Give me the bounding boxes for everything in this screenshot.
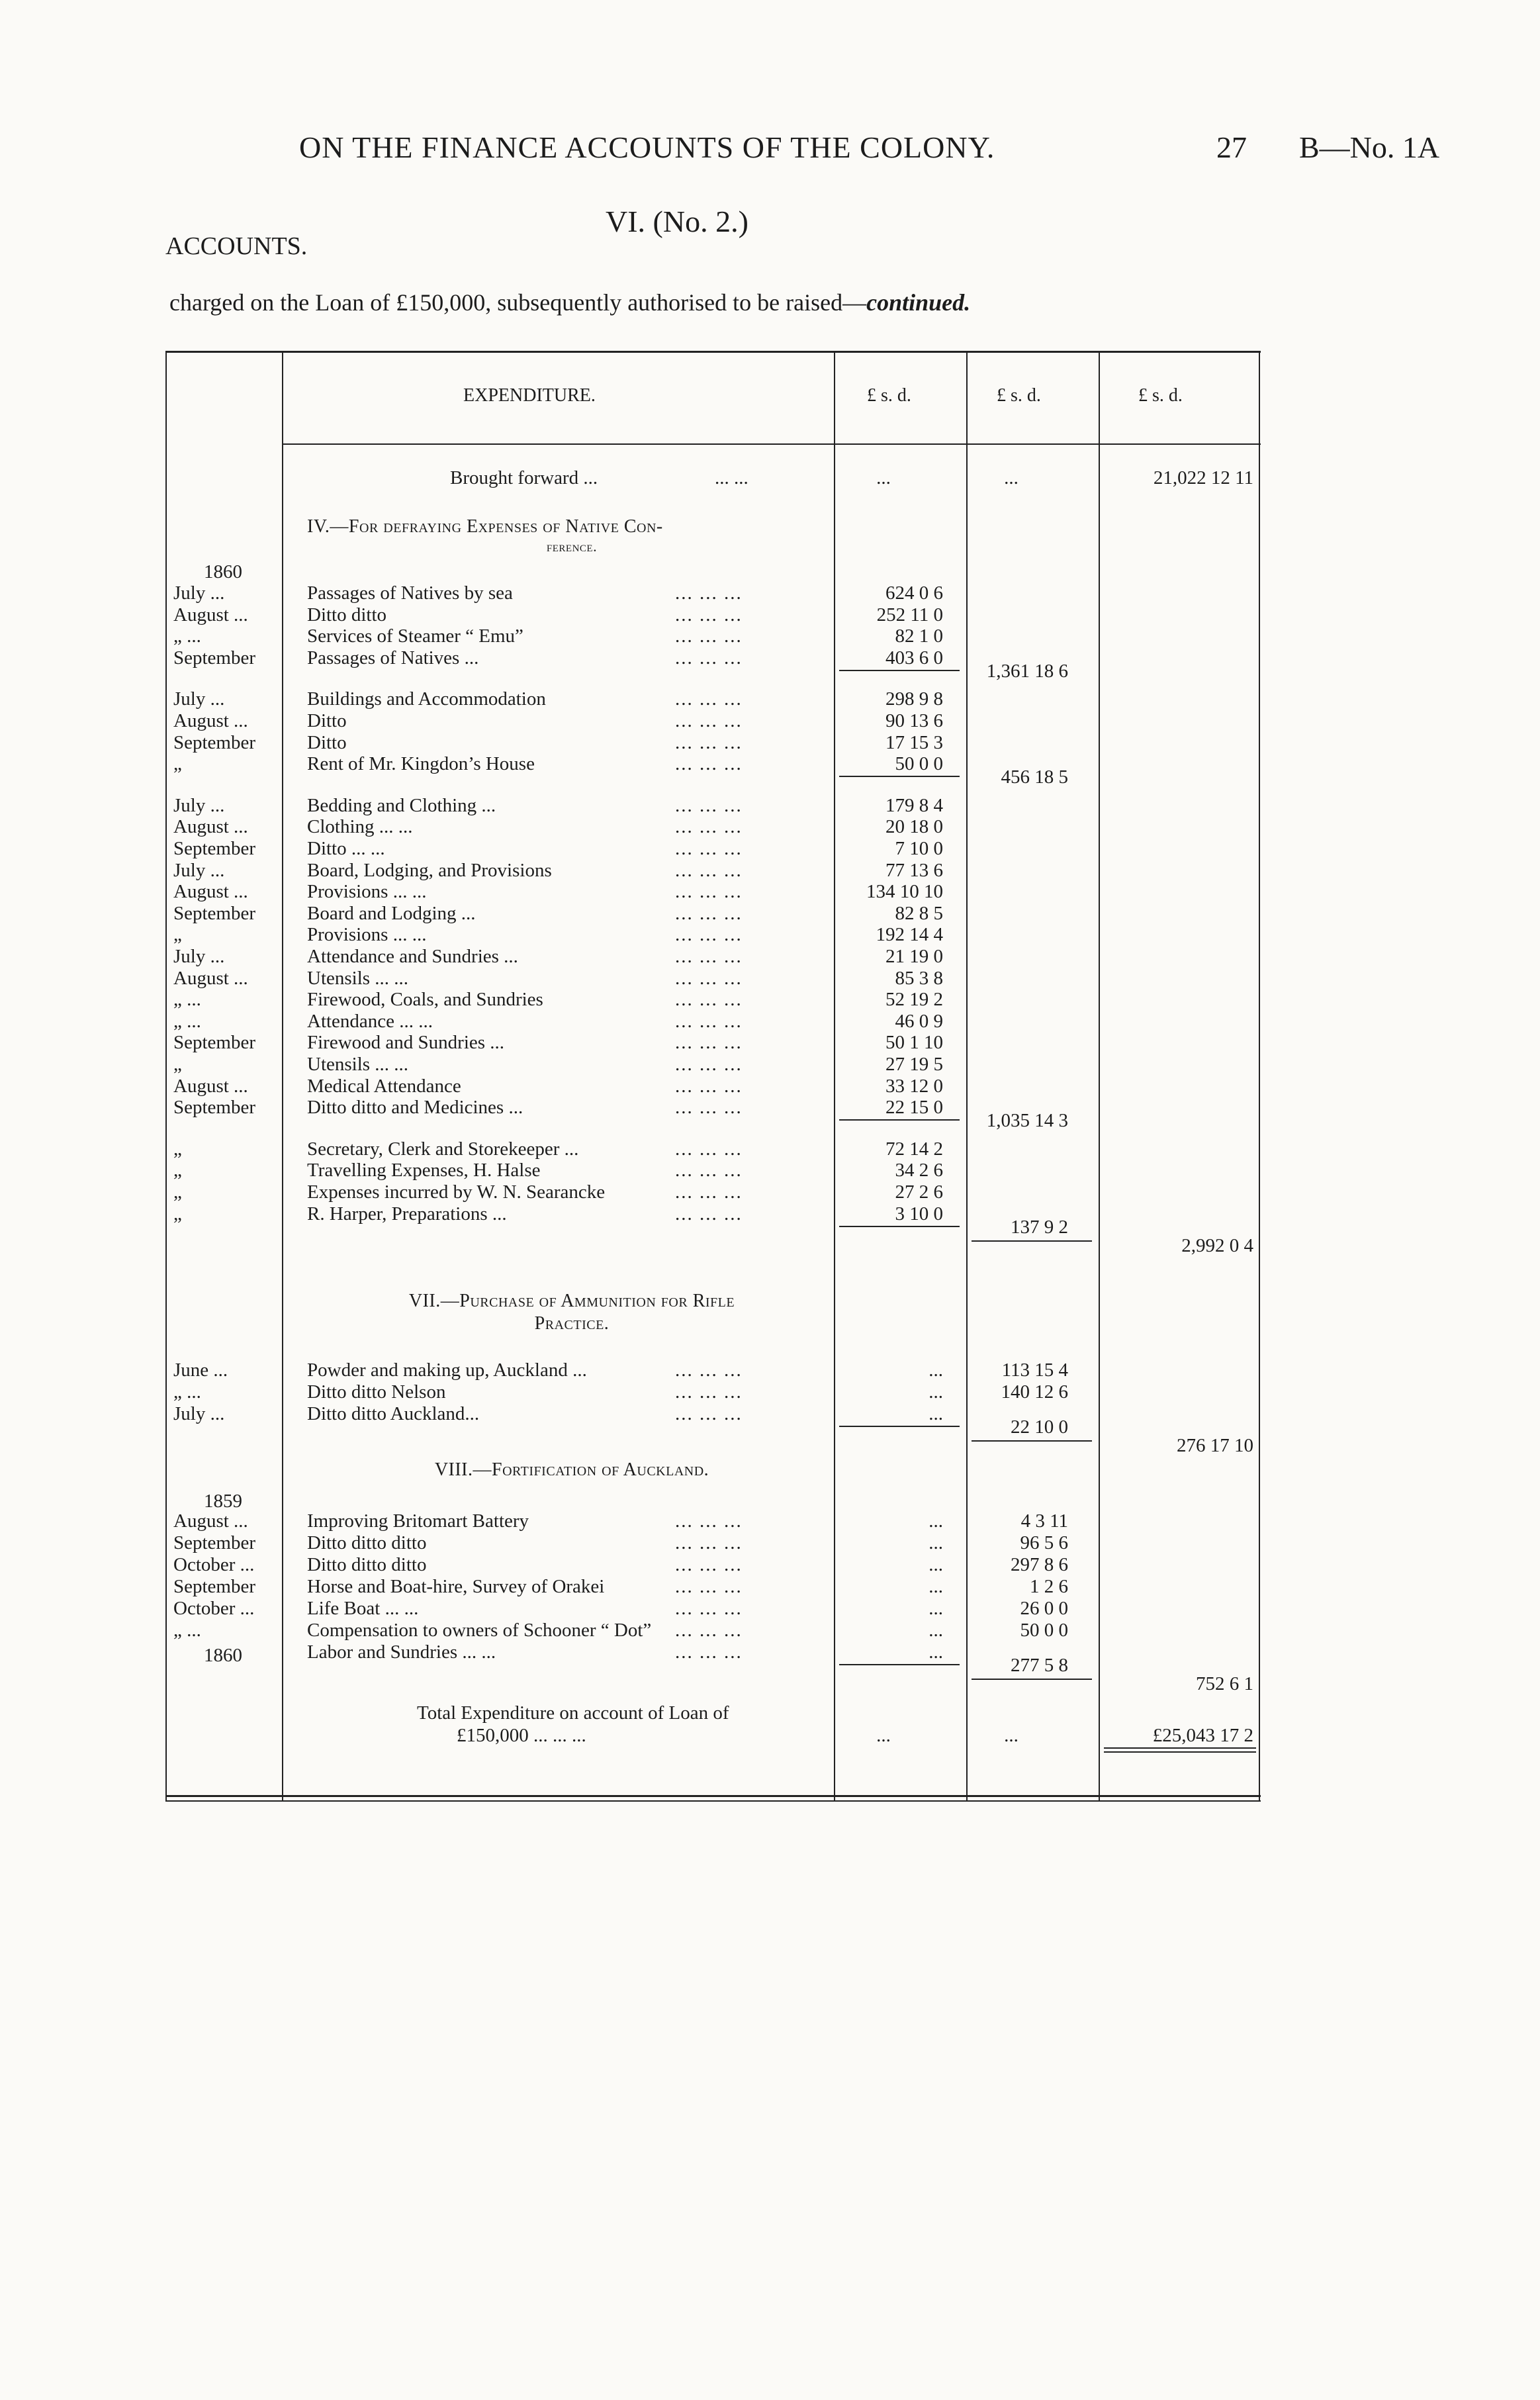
total-rule [1104, 1747, 1256, 1749]
section-vii-line2: Practice. [534, 1313, 610, 1334]
section-viii-title [307, 1459, 837, 1481]
row-item: Ditto [307, 710, 347, 731]
table-bottom-rule [165, 1795, 1261, 1797]
row-amount-2: 137 9 2 [1011, 1216, 1068, 1238]
native-row [165, 1181, 1261, 1203]
native-row [165, 816, 1261, 837]
row-item: Utensils ... ... [307, 1054, 409, 1075]
row-date: September [173, 1032, 256, 1054]
row-date: July ... [173, 859, 225, 881]
row-item: R. Harper, Preparations ... [307, 1203, 507, 1224]
row-amount-1: 17 15 3 [885, 731, 943, 753]
row-amount-1: 3 10 0 [895, 1203, 943, 1224]
row-item: Clothing ... ... [307, 816, 413, 838]
native-row [165, 1138, 1261, 1160]
row-date: „ [173, 1138, 182, 1160]
leader-dots: ... ... ... [675, 794, 743, 816]
row-item: Buildings and Accommodation [307, 688, 546, 710]
subtotal-rule [839, 1119, 960, 1121]
row-amount-1: ... [929, 1598, 943, 1619]
leader-dots: ... ... ... [675, 1532, 743, 1553]
leader-dots: ... ... ... [675, 881, 743, 903]
row-date: June ... [173, 1360, 228, 1381]
leader-dots: ... ... ... [675, 688, 743, 710]
row-date: „ [173, 924, 182, 946]
native-row [165, 1160, 1261, 1181]
row-amount-1: ... [929, 1641, 943, 1663]
row-amount-2: 456 18 5 [1001, 766, 1068, 788]
row-date: „ ... [173, 1620, 201, 1641]
fortification-row [165, 1532, 1261, 1553]
row-item: Provisions ... ... [307, 924, 427, 946]
leader-dots: ... ... ... [675, 1054, 743, 1075]
year-1859: 1859 [204, 1491, 242, 1512]
leader-dots: ... ... ... [675, 753, 743, 775]
row-date: September [173, 838, 256, 859]
row-date: „ [173, 1203, 182, 1224]
row-amount-1: 403 6 0 [885, 647, 943, 669]
subtotal-rule [839, 776, 960, 777]
row-amount-1: 624 0 6 [885, 582, 943, 604]
row-amount-2: 277 5 8 [1011, 1655, 1068, 1676]
leader-dots: ... ... ... [675, 1360, 743, 1381]
header-expenditure: EXPENDITURE. [463, 385, 596, 406]
row-amount-1: 82 8 5 [895, 902, 943, 924]
header-col1: £ s. d. [867, 385, 911, 406]
row-amount-1: 85 3 8 [895, 967, 943, 989]
header-col3: £ s. d. [1138, 385, 1183, 406]
row-amount-1: 252 11 0 [876, 604, 943, 625]
total-label-1: Total Expenditure on account of Loan of [417, 1702, 729, 1724]
leader-dots: ... ... ... [675, 838, 743, 859]
row-date: „ ... [173, 1381, 201, 1403]
row-item: Powder and making up, Auckland ... [307, 1360, 587, 1381]
row-date: August ... [173, 710, 248, 731]
row-amount-1: 7 10 0 [895, 838, 943, 859]
leader-dots: ... ... ... [675, 1403, 743, 1424]
brought-forward-dots: ... ... [715, 467, 748, 488]
section-vii-line1: VII.—Purchase of Ammunition for Rifle [408, 1291, 735, 1311]
row-item: Horse and Boat-hire, Survey of Orakei [307, 1576, 605, 1597]
leader-dots: ... ... ... [675, 1203, 743, 1224]
row-item: Ditto ditto and Medicines ... [307, 1097, 523, 1119]
table-top-rule [165, 351, 1261, 353]
native-row [165, 1054, 1261, 1075]
row-amount-1: ... [929, 1620, 943, 1641]
row-date: September [173, 1576, 256, 1597]
page-number: 27 [1216, 130, 1247, 164]
total-c3: £25,043 17 2 [1152, 1725, 1253, 1746]
native-row [165, 647, 1261, 682]
row-amount-2: 1,035 14 3 [986, 1110, 1068, 1132]
row-item: Ditto ditto Nelson [307, 1381, 446, 1403]
row-item: Passages of Natives ... [307, 647, 479, 669]
brought-forward-c3: 21,022 12 11 [1153, 467, 1253, 488]
row-amount-1: ... [929, 1360, 943, 1381]
total-rule-2 [1104, 1751, 1256, 1753]
table-bottom-rule-2 [165, 1800, 1261, 1802]
row-amount-1: 82 1 0 [895, 625, 943, 647]
fortification-row [165, 1598, 1261, 1619]
header-col2: £ s. d. [997, 385, 1041, 406]
row-item: Ditto ditto Auckland... [307, 1403, 480, 1424]
subtotal-rule [839, 1226, 960, 1227]
row-date: August ... [173, 967, 248, 989]
row-amount-1: ... [929, 1510, 943, 1532]
leader-dots: ... ... ... [675, 1381, 743, 1403]
row-item: Passages of Natives by sea [307, 582, 513, 604]
row-amount-1: ... [929, 1403, 943, 1424]
row-item: Compensation to owners of Schooner “ Dot” [307, 1620, 652, 1641]
native-row [165, 753, 1261, 788]
ammunition-row [165, 1360, 1261, 1381]
native-row [165, 710, 1261, 731]
section-iv-title-2 [307, 538, 837, 555]
row-item: Ditto ditto ditto [307, 1532, 427, 1553]
native-row [165, 860, 1261, 881]
leader-dots: ... ... ... [675, 1032, 743, 1054]
total-c2: ... [1004, 1725, 1019, 1746]
leader-dots: ... ... ... [675, 924, 743, 946]
native-row [165, 1032, 1261, 1053]
leader-dots: ... ... ... [675, 1598, 743, 1619]
native-row [165, 989, 1261, 1010]
total-c1: ... [876, 1725, 891, 1746]
section-total-rule [972, 1440, 1092, 1442]
total-label-2: £150,000 ... ... ... [457, 1725, 586, 1746]
row-amount-1: 179 8 4 [885, 794, 943, 816]
leader-dots: ... ... ... [675, 647, 743, 669]
native-row [165, 795, 1261, 816]
leader-dots: ... ... ... [675, 859, 743, 881]
leader-dots: ... ... ... [675, 604, 743, 625]
row-amount-2: 1 2 6 [1030, 1576, 1068, 1597]
row-date: „ [173, 1181, 182, 1203]
brought-forward-row [165, 467, 1261, 488]
row-date: July ... [173, 1403, 225, 1424]
header-rule [282, 443, 1261, 445]
row-date: „ [173, 753, 182, 775]
row-item: Board, Lodging, and Provisions [307, 859, 552, 881]
row-date: October ... [173, 1554, 255, 1575]
row-amount-1: 298 9 8 [885, 688, 943, 710]
native-row [165, 946, 1261, 967]
leader-dots: ... ... ... [675, 989, 743, 1011]
row-amount-2: 96 5 6 [1020, 1532, 1068, 1553]
year-1860: 1860 [204, 561, 242, 582]
ammunition-row [165, 1381, 1261, 1403]
row-amount-2: 50 0 0 [1020, 1620, 1068, 1641]
row-date: August ... [173, 881, 248, 903]
native-row [165, 924, 1261, 945]
native-row [165, 903, 1261, 924]
row-amount-2: 140 12 6 [1001, 1381, 1068, 1403]
expenditure-table [165, 351, 1261, 1804]
row-date: July ... [173, 582, 225, 604]
fortification-row [165, 1620, 1261, 1641]
row-amount-1: 134 10 10 [866, 881, 943, 903]
row-item: Ditto ditto [307, 604, 387, 625]
row-date: September [173, 902, 256, 924]
row-amount-1: 90 13 6 [885, 710, 943, 731]
native-row [165, 732, 1261, 753]
native-row [165, 604, 1261, 625]
row-item: Utensils ... ... [307, 967, 409, 989]
row-date: July ... [173, 794, 225, 816]
accounts-heading: ACCOUNTS. [165, 232, 308, 260]
row-amount-2: 4 3 11 [1020, 1510, 1068, 1532]
total-row-2 [165, 1725, 1261, 1746]
row-date: „ [173, 1160, 182, 1181]
subtotal-rule [839, 1664, 960, 1665]
native-row [165, 582, 1261, 604]
brought-forward-label: Brought forward ... [450, 467, 598, 488]
row-amount-1: 27 2 6 [895, 1181, 943, 1203]
section-vii-title [307, 1291, 837, 1312]
brought-forward-c2: ... [1004, 467, 1019, 488]
year-1860-b: 1860 [204, 1645, 242, 1666]
native-row [165, 1011, 1261, 1032]
row-item: Board and Lodging ... [307, 902, 476, 924]
row-item: Provisions ... ... [307, 881, 427, 903]
leader-dots: ... ... ... [675, 967, 743, 989]
section-vii-title-2 [307, 1313, 837, 1334]
leader-dots: ... ... ... [675, 1181, 743, 1203]
ammunition-row [165, 1403, 1261, 1456]
row-amount-1: 33 12 0 [885, 1075, 943, 1097]
row-amount-2: 26 0 0 [1020, 1598, 1068, 1619]
row-date: „ ... [173, 625, 201, 647]
leader-dots: ... ... ... [675, 1554, 743, 1575]
section-iv-title [307, 516, 837, 537]
row-item: Medical Attendance [307, 1075, 461, 1097]
row-date: September [173, 1532, 256, 1553]
row-amount-1: 77 13 6 [885, 859, 943, 881]
row-date: October ... [173, 1598, 255, 1619]
row-amount-1: 34 2 6 [895, 1160, 943, 1181]
fortification-row [165, 1641, 1261, 1694]
row-amount-1: 22 15 0 [885, 1097, 943, 1119]
caption-continued: continued. [866, 289, 971, 316]
row-date: „ ... [173, 1010, 201, 1032]
leader-dots: ... ... ... [675, 1576, 743, 1597]
native-row [165, 968, 1261, 989]
page-title: ON THE FINANCE ACCOUNTS OF THE COLONY. [299, 130, 995, 164]
section-viii-line1: VIII.—Fortification of Auckland. [434, 1459, 709, 1480]
row-amount-1: 20 18 0 [885, 816, 943, 838]
row-item: Bedding and Clothing ... [307, 794, 496, 816]
fortification-row [165, 1554, 1261, 1575]
leader-dots: ... ... ... [675, 1510, 743, 1532]
native-row [165, 881, 1261, 902]
row-date: „ [173, 1054, 182, 1075]
row-item: Attendance and Sundries ... [307, 946, 518, 967]
table-caption [169, 289, 970, 316]
leader-dots: ... ... ... [675, 625, 743, 647]
native-row [165, 1097, 1261, 1132]
row-item: Secretary, Clerk and Storekeeper ... [307, 1138, 579, 1160]
native-row [165, 1203, 1261, 1256]
leader-dots: ... ... ... [675, 582, 743, 604]
caption-main: charged on the Loan of £150,000, subsequently authorised to be raised— [169, 289, 867, 316]
row-date: „ ... [173, 989, 201, 1011]
row-date: September [173, 731, 256, 753]
row-item: Rent of Mr. Kingdon’s House [307, 753, 535, 775]
row-date: August ... [173, 604, 248, 625]
leader-dots: ... ... ... [675, 816, 743, 838]
subtotal-rule [839, 1426, 960, 1427]
section-iv-line2: ference. [546, 538, 598, 555]
section-total-rule [972, 1240, 1092, 1242]
row-amount-1: 72 14 2 [885, 1138, 943, 1160]
row-amount-1: 50 1 10 [885, 1032, 943, 1054]
row-item: Travelling Expenses, H. Halse [307, 1160, 541, 1181]
row-amount-2: 1,361 18 6 [986, 660, 1068, 682]
leader-dots: ... ... ... [675, 1010, 743, 1032]
row-amount-1: 52 19 2 [885, 989, 943, 1011]
native-row [165, 838, 1261, 859]
leader-dots: ... ... ... [675, 1641, 743, 1663]
row-amount-2: 297 8 6 [1011, 1554, 1068, 1575]
native-row [165, 625, 1261, 647]
leader-dots: ... ... ... [675, 1138, 743, 1160]
row-amount-1: 50 0 0 [895, 753, 943, 775]
row-date: July ... [173, 688, 225, 710]
row-date: August ... [173, 1510, 248, 1532]
fortification-row [165, 1576, 1261, 1597]
row-item: Ditto ... ... [307, 838, 385, 859]
row-item: Life Boat ... ... [307, 1598, 419, 1619]
row-date: July ... [173, 946, 225, 967]
brought-forward-c1: ... [876, 467, 891, 488]
row-item: Improving Britomart Battery [307, 1510, 529, 1532]
leader-dots: ... ... ... [675, 1160, 743, 1181]
fortification-row [165, 1510, 1261, 1532]
subtotal-rule [839, 670, 960, 671]
native-row [165, 1076, 1261, 1097]
leader-dots: ... ... ... [675, 1620, 743, 1641]
leader-dots: ... ... ... [675, 710, 743, 731]
row-amount-3: 2,992 0 4 [1181, 1234, 1253, 1256]
row-date: August ... [173, 816, 248, 838]
leader-dots: ... ... ... [675, 1075, 743, 1097]
page-subtitle: VI. (No. 2.) [606, 205, 748, 238]
row-amount-2: 22 10 0 [1011, 1416, 1068, 1438]
row-item: Attendance ... ... [307, 1010, 433, 1032]
leader-dots: ... ... ... [675, 1097, 743, 1119]
row-amount-1: ... [929, 1554, 943, 1575]
row-item: Firewood and Sundries ... [307, 1032, 505, 1054]
row-item: Ditto [307, 731, 347, 753]
row-amount-1: 27 19 5 [885, 1054, 943, 1075]
row-date: September [173, 1097, 256, 1119]
row-amount-3: 276 17 10 [1177, 1435, 1253, 1456]
row-amount-1: 192 14 4 [876, 924, 943, 946]
row-item: Services of Steamer “ Emu” [307, 625, 523, 647]
leader-dots: ... ... ... [675, 946, 743, 967]
row-amount-1: ... [929, 1576, 943, 1597]
row-amount-2: 113 15 4 [1001, 1360, 1068, 1381]
row-item: Labor and Sundries ... ... [307, 1641, 496, 1663]
total-row-1 [165, 1702, 1261, 1724]
section-iv-line1: IV.—For defraying Expenses of Native Con- [307, 516, 663, 537]
row-amount-3: 752 6 1 [1196, 1673, 1253, 1694]
leader-dots: ... ... ... [675, 902, 743, 924]
row-amount-1: 46 0 9 [895, 1010, 943, 1032]
row-item: Expenses incurred by W. N. Searancke [307, 1181, 606, 1203]
document-reference: B—No. 1A [1299, 130, 1440, 164]
section-total-rule [972, 1679, 1092, 1680]
row-amount-1: ... [929, 1532, 943, 1553]
row-item: Ditto ditto ditto [307, 1554, 427, 1575]
row-amount-1: ... [929, 1381, 943, 1403]
row-date: September [173, 647, 256, 669]
row-date: August ... [173, 1075, 248, 1097]
row-amount-1: 21 19 0 [885, 946, 943, 967]
leader-dots: ... ... ... [675, 731, 743, 753]
native-row [165, 688, 1261, 710]
row-item: Firewood, Coals, and Sundries [307, 989, 543, 1011]
